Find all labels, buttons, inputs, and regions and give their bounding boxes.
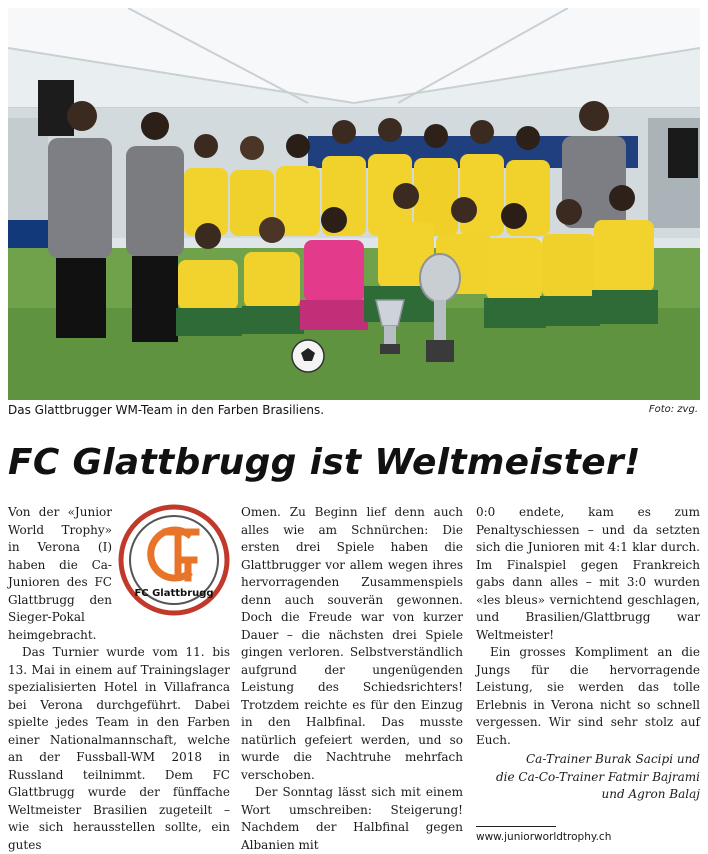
club-logo [118,504,230,616]
signature-line: Ca-Trainer Burak Sacipi und [525,752,700,766]
signature-line: die Ca-Co-Trainer Fatmir Bajrami [495,769,700,784]
website-link[interactable]: www.juniorworldtrophy.ch [476,830,612,843]
article-column-3 [476,504,700,846]
paragraph: Das Turnier wurde vom 11. bis 13. Mai in einem auf Trainingslager spezialisierten Hotel in Villafranca bei Verona durchgeführt. Dabei spielte jedes Team in den Farben einer Nationalmannschaft, welche an der Fussball-WM 2018 in Russland teilnimmt. Dem FC Glattbrugg wurde der fünffache Weltmeister Brasilien zugeteilt – wie sich herausstellen sollte, ein gutes [8,645,230,852]
photo-credit: Foto: zvg. [648,404,698,415]
speaker [38,80,74,136]
paragraph: Omen. Zu Beginn lief denn auch alles wie am Schnürchen: Die ersten drei Spiele haben die Glattbrugger vor allem wegen ihres hervorragenden Zusammenspiels denn auch souverän gewonnen. Doch die Freude war von kurzer Dauer – die nächsten drei Spiele gingen verloren. Selbstverständlich aufgrund der ungenügenden Leistung des Schiedsrichters! Trotzdem reichte es für den Einzug in den Halbfinal. Das musste natürlich gefeiert werden, und so wurde die Nachtruhe mehrfach verschoben. [241,505,463,782]
divider [476,826,556,827]
article-column-2 [241,504,463,854]
paragraph: 0:0 endete, kam es zum Penaltyschiessen – und da setzten sich die Junioren mit 4:1 klar durch. Im Finalspiel gegen Frankreich gabs dann alles – mit 3:0 wurden «les bleus» vernichtend geschlagen, und Brasilien/Glattbrugg war Weltmeister! [476,505,700,642]
signature [476,751,700,804]
paragraph: Ein grosses Kompliment an die Jungs für die hervorragende Leistung, sie werden das tolle Erlebnis in Verona nicht so schnell vergessen. Wir sind sehr stolz auf Euch. [476,645,700,747]
headline: FC Glattbrugg ist Weltmeister! [8,442,641,483]
logo-text: FC Glattbrugg [134,588,214,599]
goalkeeper [304,240,364,302]
caption-row [8,403,700,419]
article-column-1 [8,504,230,854]
signature-line: und Agron Balaj [601,787,700,801]
photo-caption: Das Glattbrugger WM-Team in den Farben Brasiliens. [8,403,325,417]
paragraph: Der Sonntag lässt sich mit einem Wort umschreiben: Steigerung! Nachdem der Halbfinal gegen Albanien mit [241,785,463,852]
paragraph: Von der «Junior World Trophy» in Verona (I) haben die Ca-Junioren des FC Glattbrugg den Sieger-Pokal heimgebracht. [8,505,112,642]
team-photo [8,8,700,400]
